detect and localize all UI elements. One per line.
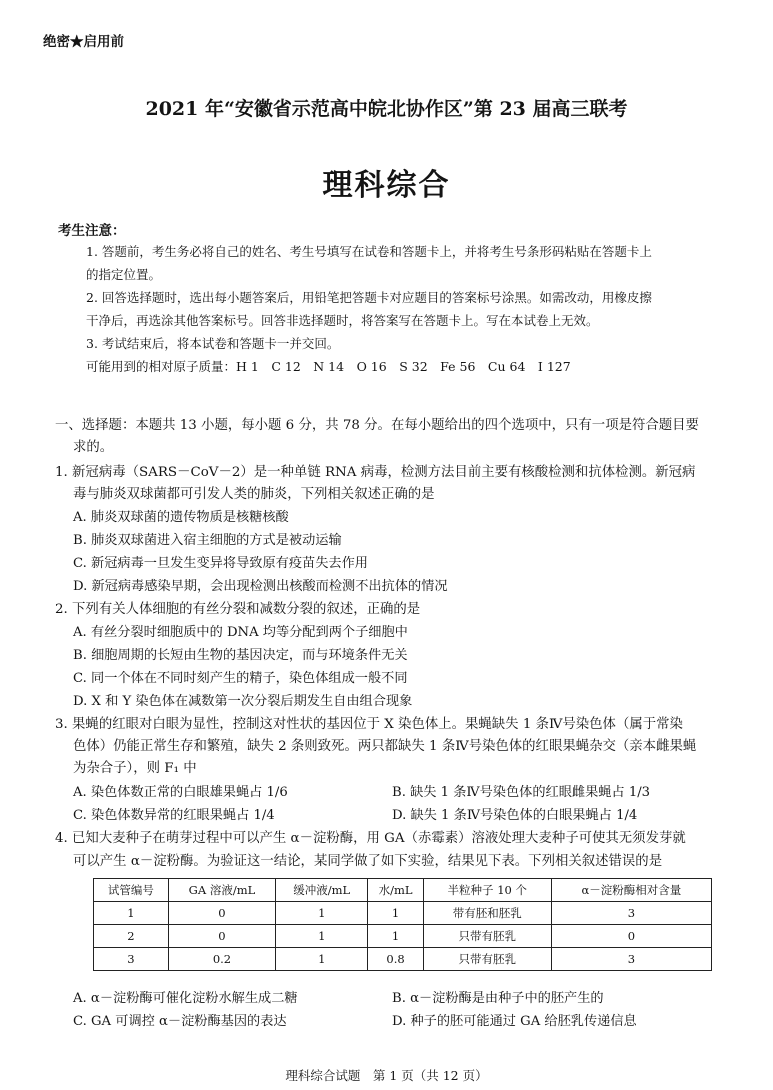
q3-stem-cont: 色体）仍能正常生存和繁殖，缺失 2 条则致死。两只都缺失 1 条Ⅳ号染色体的红眼果蝇杂交（亲本雌果蝇 xyxy=(73,739,697,754)
notice-item-2: 2. 回答选择题时，选出每小题答案后，用铅笔把答题卡对应题目的答案标号涂黑。如需改动，用橡皮擦 xyxy=(86,290,652,305)
section-heading: 一、选择题：本题共 13 小题，每小题 6 分，共 78 分。在每小题给出的四个选项中，只有一项是符合题目要 xyxy=(55,418,699,433)
q4-option-c: C. GA 可调控 α－淀粉酶基因的表达 xyxy=(73,1014,287,1029)
table-cell: 3 xyxy=(94,948,169,971)
table-header: GA 溶液/mL xyxy=(168,879,275,902)
q3-stem: 3. 果蝇的红眼对白眼为显性，控制这对性状的基因位于 X 染色体上。果蝇缺失 1 条Ⅳ号染色体（属于常染 xyxy=(55,717,683,732)
table-cell: 只带有胚乳 xyxy=(423,948,551,971)
atomic-mass-line: 可能用到的相对原子质量：H 1 C 12 N 14 O 16 S 32 Fe 56 Cu 64 I 127 xyxy=(86,359,571,374)
q1-option-d: D. 新冠病毒感染早期，会出现检测出核酸而检测不出抗体的情况 xyxy=(73,579,448,594)
table-row xyxy=(94,925,712,948)
table-cell: 带有胚和胚乳 xyxy=(423,902,551,925)
table-header: 半粒种子 10 个 xyxy=(423,879,551,902)
table-cell: 1 xyxy=(368,902,424,925)
q2-stem: 2. 下列有关人体细胞的有丝分裂和减数分裂的叙述，正确的是 xyxy=(55,602,421,617)
page-footer: 理科综合试题 第 1 页（共 12 页） xyxy=(285,1068,488,1083)
q2-option-d: D. X 和 Y 染色体在减数第一次分裂后期发生自由组合现象 xyxy=(73,694,413,709)
table-cell: 0 xyxy=(168,902,275,925)
table-cell: 0 xyxy=(551,925,711,948)
notice-item-2-cont: 干净后，再选涂其他答案标号。回答非选择题时，将答案写在答题卡上。写在本试卷上无效。 xyxy=(86,313,599,328)
q4-option-b: B. α－淀粉酶是由种子中的胚产生的 xyxy=(392,991,604,1006)
q1-option-c: C. 新冠病毒一旦发生变异将导致原有疫苗失去作用 xyxy=(73,556,368,571)
notice-item-3: 3. 考试结束后，将本试卷和答题卡一并交回。 xyxy=(86,336,340,351)
q3-option-c: C. 染色体数异常的红眼果蝇占 1/4 xyxy=(73,808,275,823)
table-cell: 1 xyxy=(276,902,368,925)
section-heading-cont: 求的。 xyxy=(73,440,114,455)
q1-stem: 1. 新冠病毒（SARS－CoV－2）是一种单链 RNA 病毒，检测方法目前主要有核酸检测和抗体检测。新冠病 xyxy=(55,465,696,480)
table-cell: 0.8 xyxy=(368,948,424,971)
table-header: 水/mL xyxy=(368,879,424,902)
table-header: 缓冲液/mL xyxy=(276,879,368,902)
q2-option-b: B. 细胞周期的长短由生物的基因决定，而与环境条件无关 xyxy=(73,648,408,663)
q4-option-d: D. 种子的胚可能通过 GA 给胚乳传递信息 xyxy=(392,1014,637,1029)
table-header: 试管编号 xyxy=(94,879,169,902)
q1-option-b: B. 肺炎双球菌进入宿主细胞的方式是被动运输 xyxy=(73,533,342,548)
table-cell: 0 xyxy=(168,925,275,948)
table-header-row xyxy=(94,879,712,902)
confidential-label: 绝密★启用前 xyxy=(43,34,124,50)
table-cell: 只带有胚乳 xyxy=(423,925,551,948)
table-cell: 2 xyxy=(94,925,169,948)
q3-option-b: B. 缺失 1 条Ⅳ号染色体的红眼雌果蝇占 1/3 xyxy=(392,785,651,800)
q2-option-a: A. 有丝分裂时细胞质中的 DNA 均等分配到两个子细胞中 xyxy=(73,625,408,640)
table-cell: 1 xyxy=(94,902,169,925)
exam-title: 2021 年“安徽省示范高中皖北协作区”第 23 届高三联考 xyxy=(145,98,628,120)
q4-stem: 4. 已知大麦种子在萌芽过程中可以产生 α－淀粉酶，用 GA（赤霉素）溶液处理大麦种子可使其无须发芽就 xyxy=(55,831,686,846)
table-header: α－淀粉酶相对含量 xyxy=(551,879,711,902)
table-cell: 3 xyxy=(551,948,711,971)
notice-item-1: 1. 答题前，考生务必将自己的姓名、考生号填写在试卷和答题卡上，并将考生号条形码粘贴在答题卡上 xyxy=(86,244,652,259)
q1-option-a: A. 肺炎双球菌的遗传物质是核糖核酸 xyxy=(73,510,289,525)
q4-stem-cont: 可以产生 α－淀粉酶。为验证这一结论，某同学做了如下实验，结果见下表。下列相关叙述错误的是 xyxy=(73,854,663,869)
q4-option-a: A. α－淀粉酶可催化淀粉水解生成二糖 xyxy=(73,991,298,1006)
table-cell: 0.2 xyxy=(168,948,275,971)
notice-heading: 考生注意： xyxy=(58,223,126,239)
table-cell: 1 xyxy=(276,948,368,971)
subject-title: 理科综合 xyxy=(322,168,451,203)
table-row xyxy=(94,902,712,925)
q3-option-a: A. 染色体数正常的白眼雄果蝇占 1/6 xyxy=(73,785,288,800)
notice-item-1-cont: 的指定位置。 xyxy=(86,267,162,282)
q1-stem-cont: 毒与肺炎双球菌都可引发人类的肺炎，下列相关叙述正确的是 xyxy=(73,487,435,502)
table-cell: 1 xyxy=(276,925,368,948)
q3-option-d: D. 缺失 1 条Ⅳ号染色体的白眼果蝇占 1/4 xyxy=(392,808,638,823)
q2-option-c: C. 同一个体在不同时刻产生的精子，染色体组成一般不同 xyxy=(73,671,408,686)
table-cell: 3 xyxy=(551,902,711,925)
q3-stem-cont2: 为杂合子），则 F₁ 中 xyxy=(73,761,197,776)
table-row xyxy=(94,948,712,971)
table-cell: 1 xyxy=(368,925,424,948)
experiment-table xyxy=(93,878,712,971)
